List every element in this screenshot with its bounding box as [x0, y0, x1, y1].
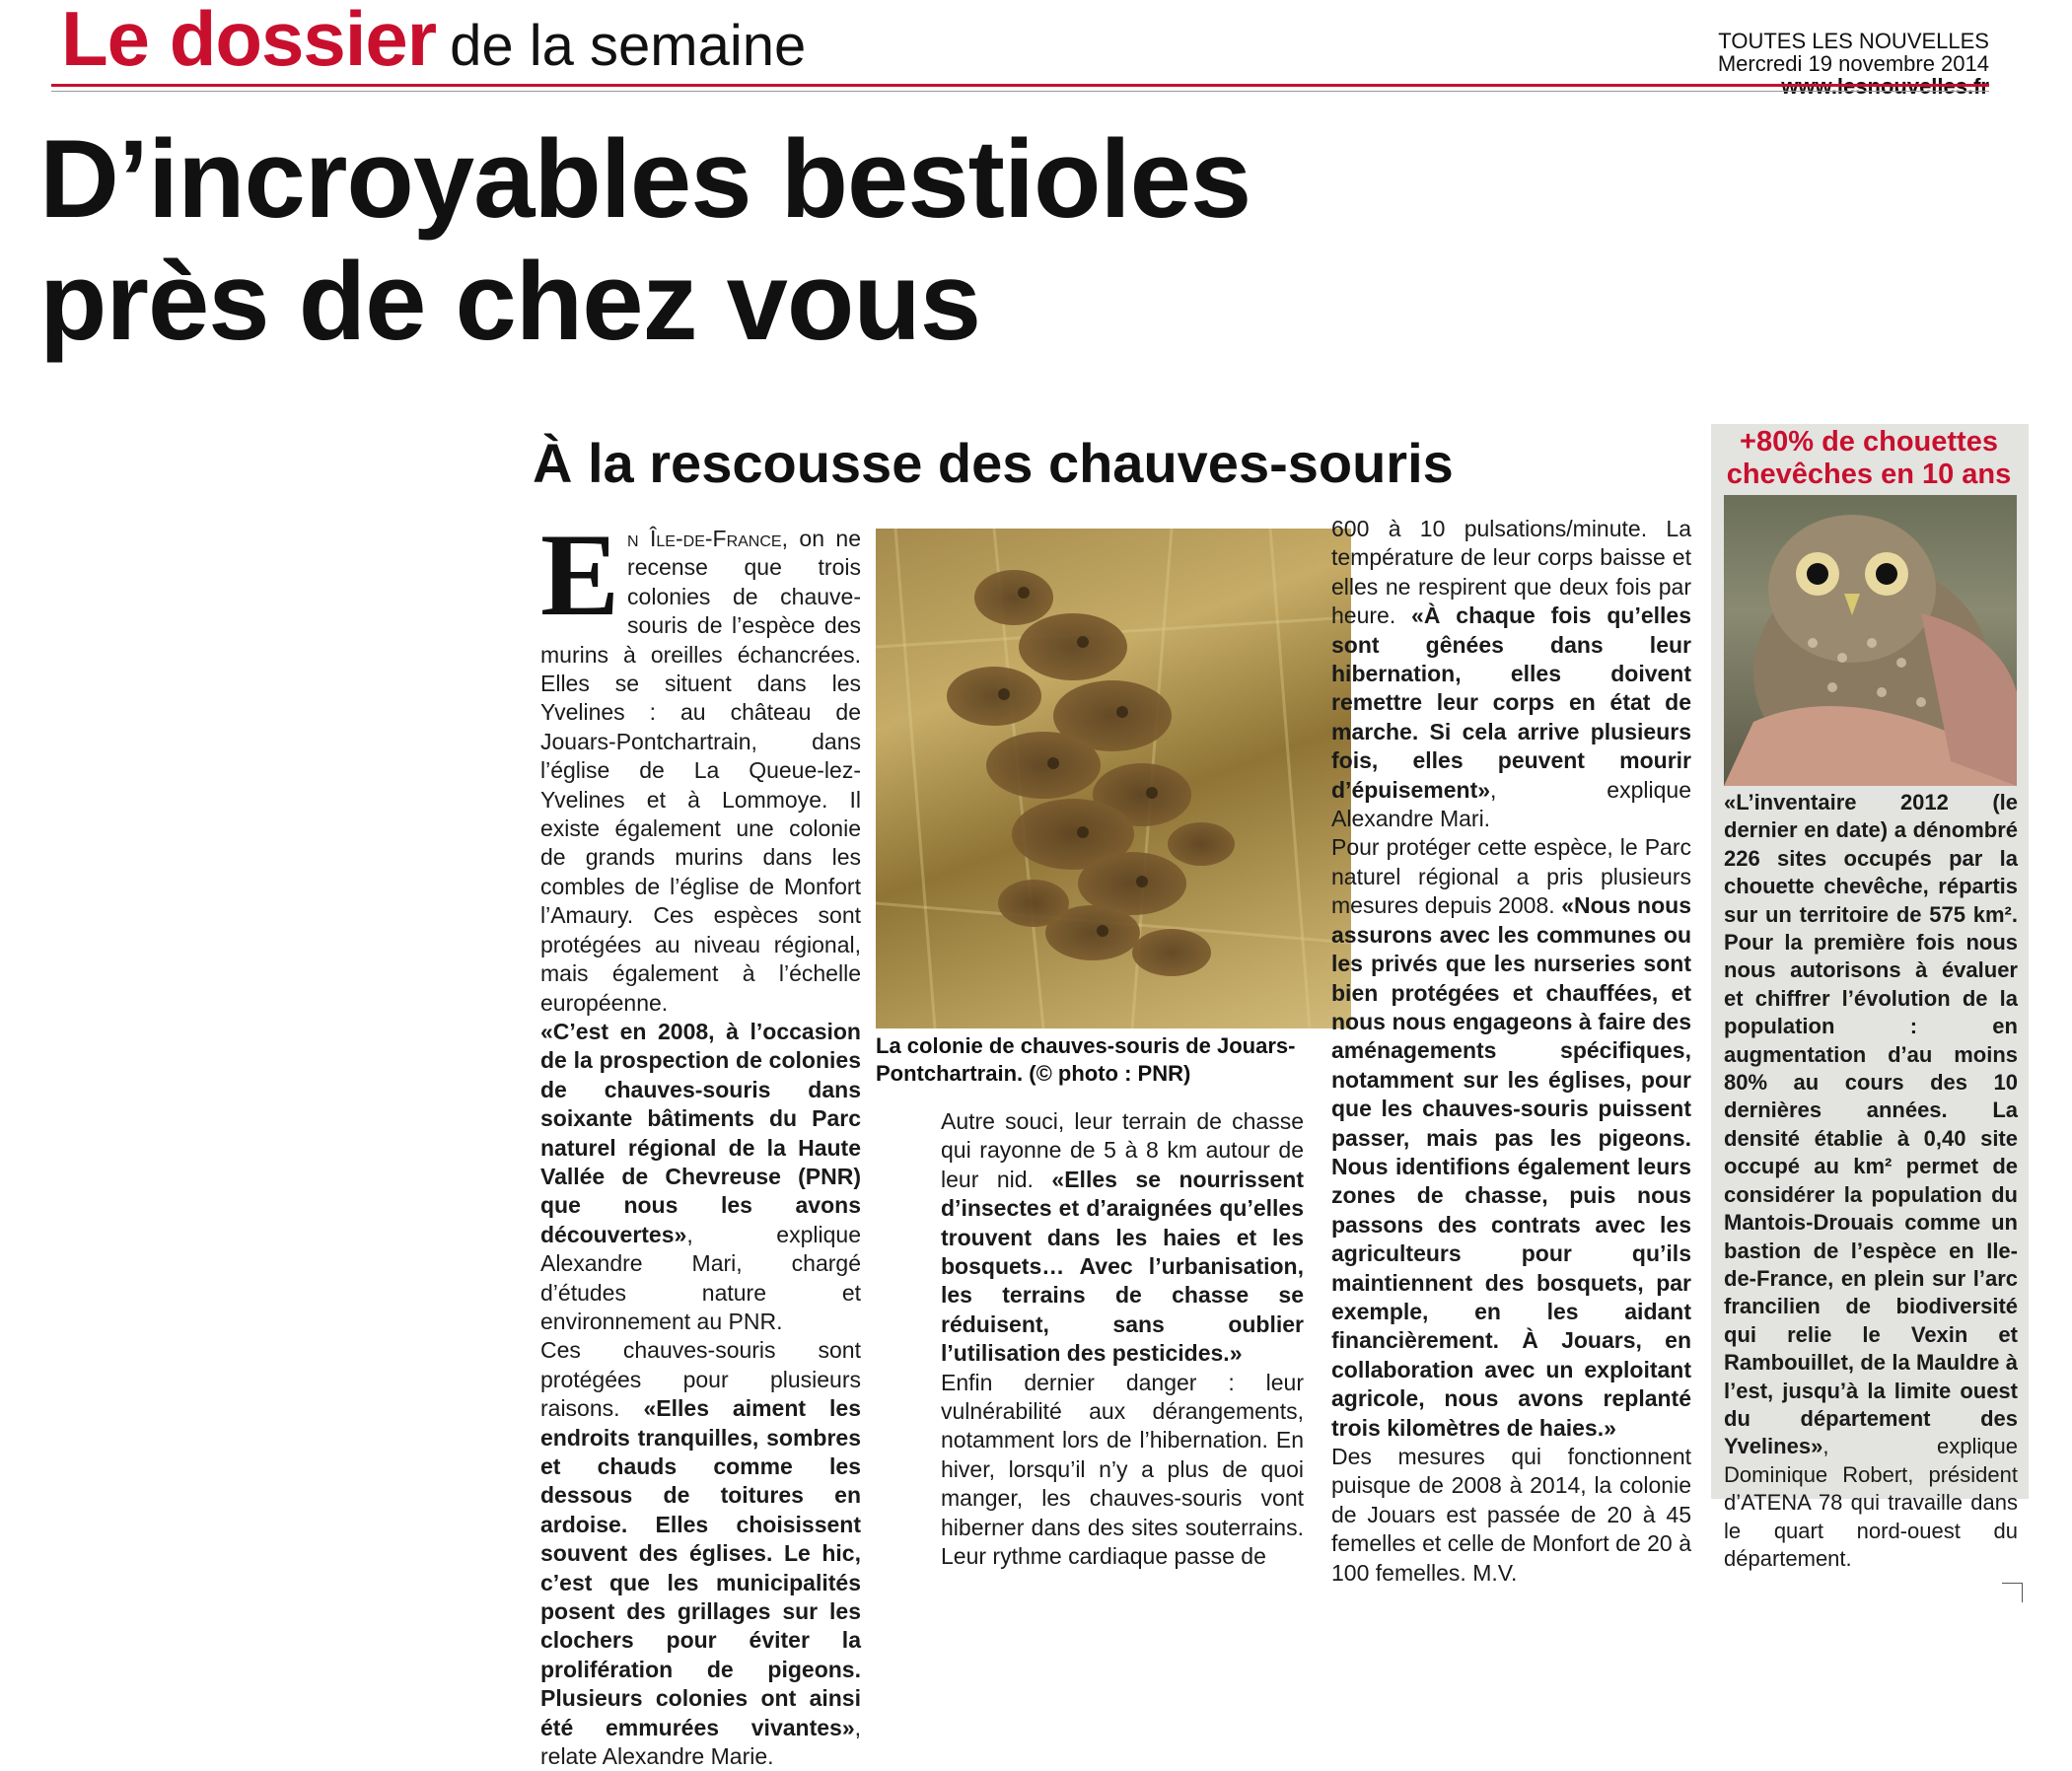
drop-cap: E — [540, 509, 620, 640]
col2-paragraph-2: Enfin dernier danger : leur vulnérabilité aux dérangements, notamment lors de l’hibernation. En hiver, lorsqu’il n’y a plus de quoi manger, les chauves-souris vont hiberner dans des sites souterrains. Leur rythme cardiaque passe de — [941, 1369, 1304, 1570]
photo-caption: La colonie de chauves-souris de Jouars-Pontchartrain. (© photo : PNR) — [876, 1033, 1296, 1086]
col1-paragraph-3 — [540, 1336, 861, 1771]
col1-after-quote-1: , explique Alexandre Mari, chargé d’études nature et environnement au PNR. — [540, 1221, 861, 1334]
col1-p1-text: , on ne recense que trois colonies de chauve-souris de l’espèce des murins à oreilles échancrées. Elles se situent dans les Yvelines : au château de Jouars-Pontchartrain, dans l’église de La Queue-lez-Yvelines et à Lommoye. Il existe également une colonie de grands murins dans les combles de l’église de Monfort l’Amaury. Ces espèces sont protégées au niveau régional, mais également à l’échelle européenne. — [540, 526, 861, 1016]
sidebar-title: +80% de chouettes chevêches en 10 ans — [1726, 426, 2012, 490]
section-rubric — [61, 0, 807, 82]
col3-after-quote-1: , explique Alexandre Mari. — [1331, 776, 1691, 832]
headline-line-2: près de chez vous — [39, 240, 981, 363]
col3-p1-start: 600 à 10 pulsations/minute. La température de leur corps baisse et elles ne respirent que deux fois par heure. — [1331, 516, 1691, 629]
sidebar-text — [1724, 789, 2018, 1573]
col1-after-quote-2: , relate Alexandre Marie. — [540, 1714, 861, 1770]
rubric-dossier: Le dossier — [61, 0, 437, 82]
article-title: À la rescousse des chauves-souris — [533, 432, 1454, 494]
headline-line-1: D’incroyables bestioles — [39, 117, 1251, 241]
publication-name: TOUTES LES NOUVELLES — [1718, 29, 1989, 53]
col3-quote-1: «À chaque fois qu’elles sont gênées dans leur hibernation, elles doivent remettre leur corps en état de marche. Si cela arrive plusieurs fois, elles peuvent mourir d’épuisement» — [1331, 602, 1691, 803]
col1-quote-1: «C’est en 2008, à l’occasion de la prospection de colonies de chauves-souris dans soixante bâtiments du Parc naturel régional de la Haute Vallée de Chevreuse (PNR) que nous les avons découvertes» — [540, 1018, 861, 1247]
article-column-1 — [540, 509, 861, 1771]
col3-quote-2: «Nous nous assurons avec les communes ou les privés que les nurseries sont bien protégées et chauffées, et nous nous engageons à faire des aménagements spécifiques, notamment sur les églises, pour que les chauves-souris puissent passer, mais pas les pigeons. Nous identifions également leurs zones de chasse, puis nous passons des contrats avec les agriculteurs pour qu’ils maintiennent des bosquets, par exemple, en les aidant financièrement. À Jouars, en collaboration avec un exploitant agricole, nous avons replanté trois kilomètres de haies.» — [1331, 892, 1691, 1441]
col2-p1-start: Autre souci, leur terrain de chasse qui rayonne de 5 à 8 km autour de leur nid. — [941, 1108, 1304, 1192]
header-rule-thin — [51, 91, 1989, 92]
bat-colony-illustration — [876, 529, 1351, 1028]
owl-illustration — [1724, 495, 2017, 786]
owl-photo — [1724, 495, 2017, 786]
main-headline — [39, 118, 1250, 363]
col1-quote-2: «Elles aiment les endroits tranquilles, sombres et chauds comme les dessous de toitures en ardoise. Elles choisissent souvent des églises. Le hic, c’est que les municipalités posent des grillages sur les clochers pour éviter la prolifération de pigeons. Plusieurs colonies ont ainsi été emmurées vivantes» — [540, 1395, 861, 1740]
sidebar-quote: «L’inventaire 2012 (le dernier en date) a dénombré 226 sites occupés par la chouette chevêche, répartis sur un territoire de 575 km². Pour la première fois nous nous autorisons à évaluer et chiffrer l’évolution de la population : en augmentation d’au moins 80% au cours des 10 dernières années. La densité établie à 0,40 site occupé au km² permet de considérer la population du Mantois-Drouais comme un bastion de l’espèce en Ile-de-France, en plein sur l’arc francilien de biodiversité qui relie le Vexin et Rambouillet, de la Mauldre à l’est, jusqu’à la limite ouest du département des Yvelines» — [1724, 790, 2018, 1459]
col3-paragraph-3: Des mesures qui fonctionnent puisque de 2008 à 2014, la colonie de Jouars est passée de 20 à 45 femelles et celle de Monfort de 20 à 100 femelles. M.V. — [1331, 1444, 1691, 1586]
article-column-2 — [941, 1107, 1304, 1572]
col1-paragraph-1 — [540, 509, 861, 1018]
col1-p3-start: Ces chauves-souris sont protégées pour plusieurs raisons. — [540, 1337, 861, 1422]
header-info — [1718, 30, 1989, 98]
publication-date: Mercredi 19 novembre 2014 — [1717, 51, 1989, 76]
col2-quote-1: «Elles se nourrissent d’insectes et d’araignées qu’elles trouvent dans les haies et les bosquets… Avec l’urbanisation, les terrains de chasse se réduisent, sans oublier l’utilisation des pesticides.» — [941, 1166, 1304, 1367]
col3-paragraph-2 — [1331, 833, 1691, 1443]
col1-paragraph-2 — [540, 1018, 861, 1336]
col1-smallcaps: n Île-de-France — [627, 526, 782, 551]
article-column-3 — [1331, 515, 1691, 1588]
col3-p2-start: Pour protéger cette espèce, le Parc naturel régional a pris plusieurs mesures depuis 2008. — [1331, 834, 1691, 919]
header-rule — [51, 84, 1989, 87]
col2-paragraph-1 — [941, 1107, 1304, 1369]
col3-paragraph-1 — [1331, 515, 1691, 833]
rubric-semaine: de la semaine — [450, 14, 807, 78]
bat-colony-photo — [876, 529, 1351, 1028]
sidebar-after-quote: , explique Dominique Robert, président d’ATENA 78 qui travaille dans le quart nord-ouest du département. — [1724, 1434, 2018, 1571]
page-corner-mark — [2002, 1583, 2023, 1602]
